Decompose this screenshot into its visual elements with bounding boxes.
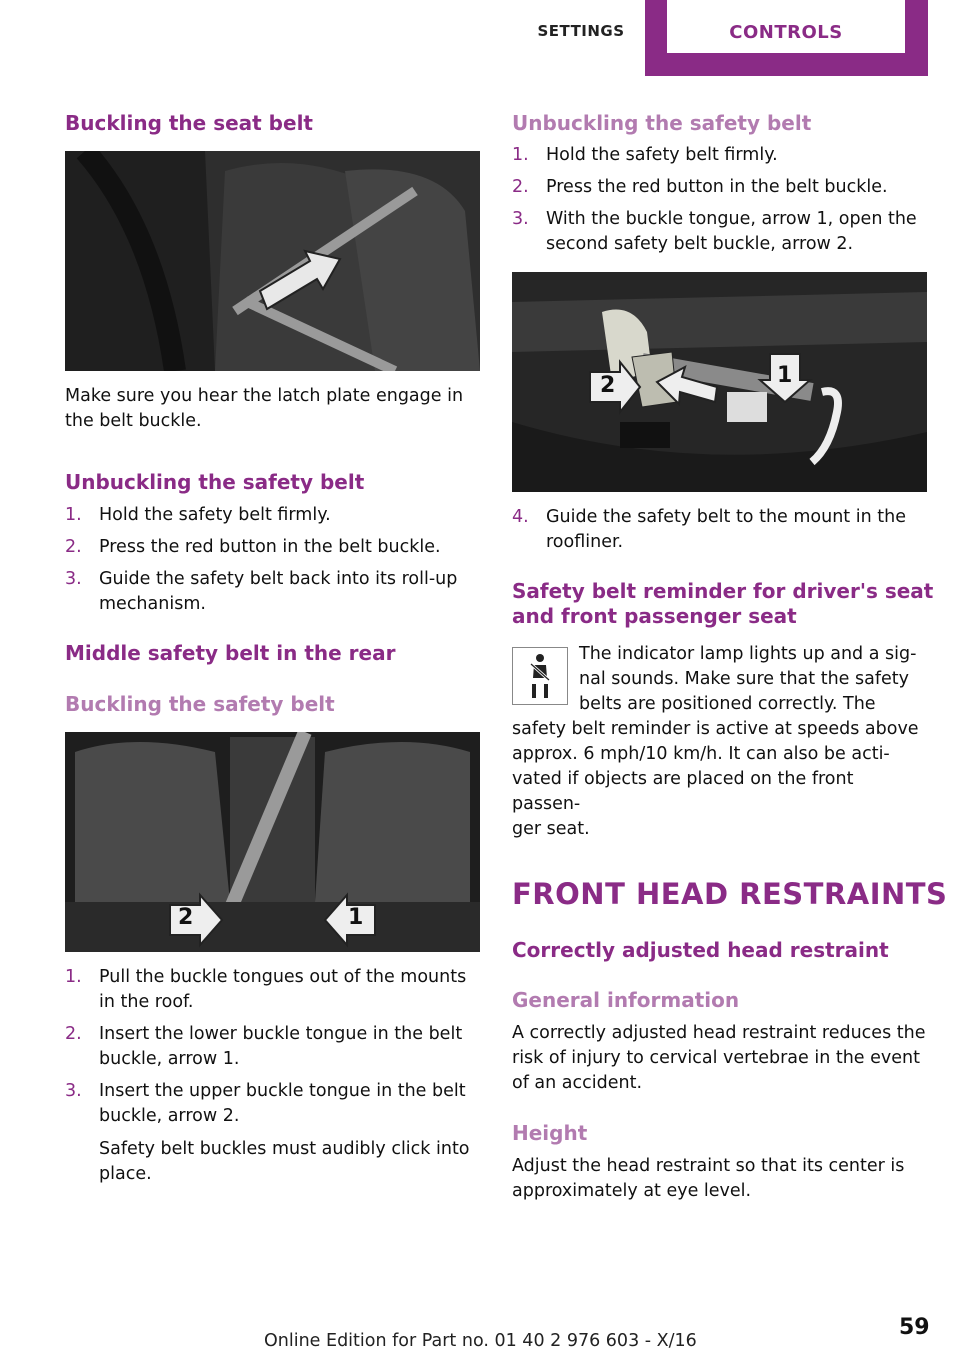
tab-controls-label: CONTROLS xyxy=(729,22,843,43)
figure-rear-middle-belt xyxy=(65,732,480,952)
figure-rear-buckle-release xyxy=(512,272,927,492)
figure-front-seat-buckle xyxy=(65,151,480,371)
list-item: 3. Guide the safety belt back into its roll-up mechanism. xyxy=(65,569,458,614)
list-item: 3. With the buckle tongue, arrow 1, open the second safety belt buckle, arrow 2. xyxy=(512,209,917,254)
figure-mark-2: 2 xyxy=(178,905,194,930)
heading-unbuckling-left: Unbuckling the safety belt xyxy=(65,470,365,494)
paragraph-general: A correctly adjusted head restraint reduces the risk of injury to cervical vertebrae in the event of an accident. xyxy=(512,1023,926,1093)
heading-front-head-restraints: FRONT HEAD RESTRAINTS xyxy=(512,877,948,911)
header-tabs xyxy=(0,0,960,76)
list-item: 4. Guide the safety belt to the mount in the roofliner. xyxy=(512,507,906,552)
list-item: 2. Press the red button in the belt buckle. xyxy=(512,177,888,197)
figure-mark-1: 1 xyxy=(777,363,793,388)
figure-mark-2: 2 xyxy=(600,373,616,398)
tab-controls[interactable] xyxy=(645,0,928,76)
paragraph-reminder-indented: The indicator lamp lights up and a sig‐ nal sounds. Make sure that the safety belts are positioned correctly. The xyxy=(579,644,917,714)
page-number: 59 xyxy=(899,1315,930,1340)
heading-buckling-safety-belt: Buckling the safety belt xyxy=(65,692,335,716)
list-item: 2. Press the red button in the belt buckle. xyxy=(65,537,441,557)
heading-general-information: General information xyxy=(512,988,740,1012)
list-item: 1. Hold the safety belt firmly. xyxy=(65,505,331,525)
heading-unbuckling-right: Unbuckling the safety belt xyxy=(512,111,812,135)
heading-height: Height xyxy=(512,1121,588,1145)
paragraph-latch: Make sure you hear the latch plate engage in the belt buckle. xyxy=(65,386,464,431)
list-item: 3. Insert the upper buckle tongue in the belt buckle, arrow 2. xyxy=(65,1081,466,1126)
paragraph-height: Adjust the head restraint so that its center is approximately at eye level. xyxy=(512,1156,905,1201)
list-item: 1. Pull the buckle tongues out of the mounts in the roof. xyxy=(65,967,467,1012)
heading-middle-safety-belt: Middle safety belt in the rear xyxy=(65,641,396,665)
heading-buckling-seat-belt: Buckling the seat belt xyxy=(65,111,313,135)
heading-correctly-adjusted: Correctly adjusted head restraint xyxy=(512,938,889,962)
tab-settings[interactable]: SETTINGS xyxy=(537,22,625,40)
note-audible-click: Safety belt buckles must audibly click into place. xyxy=(99,1139,470,1184)
footer-edition: Online Edition for Part no. 01 40 2 976 603 - X/16 xyxy=(264,1331,697,1351)
seatbelt-warning-icon xyxy=(512,647,568,705)
list-item: 1. Hold the safety belt firmly. xyxy=(512,145,778,165)
list-item: 2. Insert the lower buckle tongue in the belt buckle, arrow 1. xyxy=(65,1024,463,1069)
paragraph-reminder: safety belt reminder is active at speeds above approx. 6 mph/10 km/h. It can also be acti‐ vated if objects are placed on the front passen‐ ger seat. xyxy=(512,719,919,839)
heading-belt-reminder: Safety belt reminder for driver's seat and front passenger seat xyxy=(512,579,934,628)
figure-mark-1: 1 xyxy=(348,905,364,930)
